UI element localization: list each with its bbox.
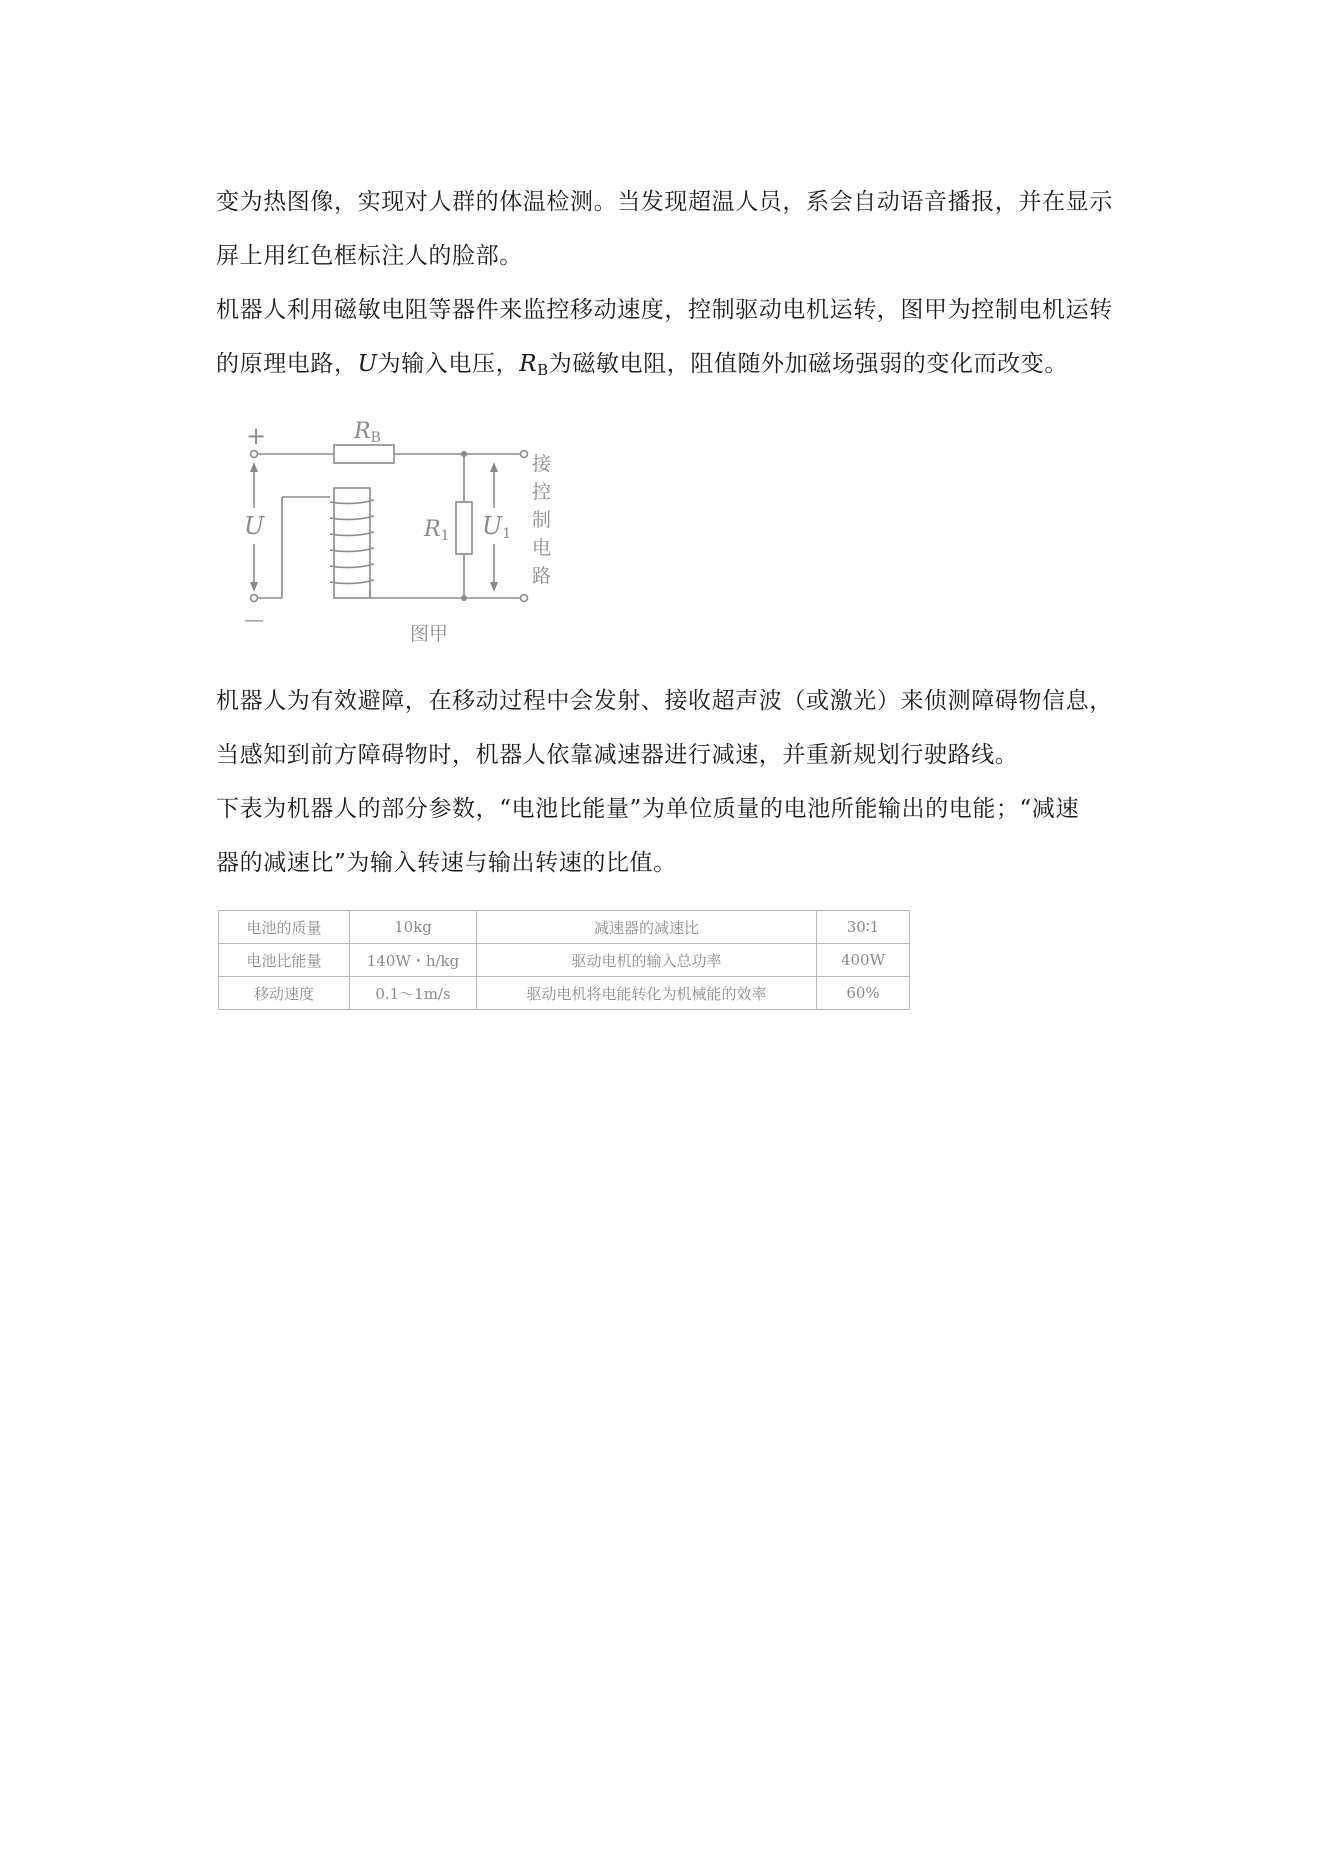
paragraph-1-line-1: 变为热图像，实现对人群的体温检测。当发现超温人员，系会自动语音播报，并在显示: [216, 189, 1113, 215]
text-segment: 为磁敏电阻，阻值随外加磁场强弱的变化而改变。: [548, 351, 1068, 377]
table-cell: 减速器的减速比: [477, 911, 817, 944]
figure-caption: 图甲: [410, 623, 449, 645]
junction-top: [461, 451, 467, 457]
text-segment: 为输入电压，: [377, 351, 520, 377]
paragraph-3-line-2: 当感知到前方障碍物时，机器人依靠减速器进行减速，并重新规划行驶路线。: [216, 742, 1019, 768]
table-cell: 60%: [817, 977, 910, 1010]
paragraph-2-line-1: 机器人利用磁敏电阻等器件来监控移动速度，控制驱动电机运转，图甲为控制电机运转: [216, 297, 1113, 323]
resistor-symbol-rb: R: [519, 351, 538, 377]
voltage-symbol-u: U: [357, 351, 378, 377]
paragraph-2-line-2: [216, 337, 1120, 397]
resistor-rb-shape: [334, 445, 394, 463]
text-segment: 的原理电路，: [216, 351, 358, 377]
side-label-char: 电: [532, 537, 552, 559]
r1-label-main: R: [424, 517, 441, 542]
terminal-minus: [251, 595, 258, 602]
u-arrowhead-down: [250, 582, 258, 592]
paragraph-4-line-2: 器的减速比”为输入转速与输出转速的比值。: [216, 850, 677, 876]
table-cell: 30∶1: [817, 911, 910, 944]
rb-label: [353, 419, 381, 446]
resistor-symbol-rb-subscript: B: [537, 361, 549, 379]
minus-label: —: [244, 607, 264, 631]
plus-label: +: [246, 422, 267, 450]
terminal-plus: [251, 451, 258, 458]
table-cell: 电池比能量: [219, 944, 350, 977]
table-cell: 移动速度: [219, 977, 350, 1010]
circuit-diagram: [232, 418, 572, 648]
table-cell: 电池的质量: [219, 911, 350, 944]
u-label: U: [244, 512, 265, 540]
paragraph-3-line-1: 机器人为有效避障，在移动过程中会发射、接收超声波（或激光）来侦测障碍物信息，: [216, 688, 1113, 714]
rb-label-main: R: [354, 419, 371, 444]
terminal-out-bottom: [521, 595, 528, 602]
u1-label: [482, 512, 511, 542]
table-row: [219, 944, 910, 977]
side-label-char: 路: [532, 565, 552, 587]
robot-parameter-table: [218, 910, 910, 1010]
side-label-char: 控: [532, 481, 552, 503]
paragraph-4-line-1: 下表为机器人的部分参数，“电池比能量”为单位质量的电池所能输出的电能；“减速: [216, 796, 1080, 822]
u-arrowhead-up: [250, 462, 258, 472]
paragraph-1-line-2: 屏上用红色框标注人的脸部。: [216, 243, 523, 269]
table-cell: 驱动电机将电能转化为机械能的效率: [477, 977, 817, 1010]
rb-label-sub: B: [370, 430, 381, 446]
table-cell: 0.1～1m/s: [350, 977, 477, 1010]
table-cell: 400W: [817, 944, 910, 977]
resistor-r1-shape: [456, 502, 472, 554]
table-cell: 驱动电机的输入总功率: [477, 944, 817, 977]
u1-arrowhead-down: [490, 582, 498, 592]
control-circuit-label: [532, 453, 552, 587]
table-cell: 10kg: [350, 911, 477, 944]
r1-label-sub: 1: [440, 528, 450, 544]
junction-bottom: [461, 595, 467, 601]
table-row: [219, 977, 910, 1010]
u1-arrowhead-up: [490, 462, 498, 472]
side-label-char: 接: [532, 453, 552, 475]
table-row: [219, 911, 910, 944]
u1-label-sub: 1: [502, 526, 512, 542]
r1-label: [423, 517, 450, 544]
coil-windings: [330, 500, 374, 584]
u1-label-main: U: [482, 512, 503, 540]
side-label-char: 制: [532, 509, 552, 531]
terminal-out-top: [521, 451, 528, 458]
table-cell: 140W・h/kg: [350, 944, 477, 977]
